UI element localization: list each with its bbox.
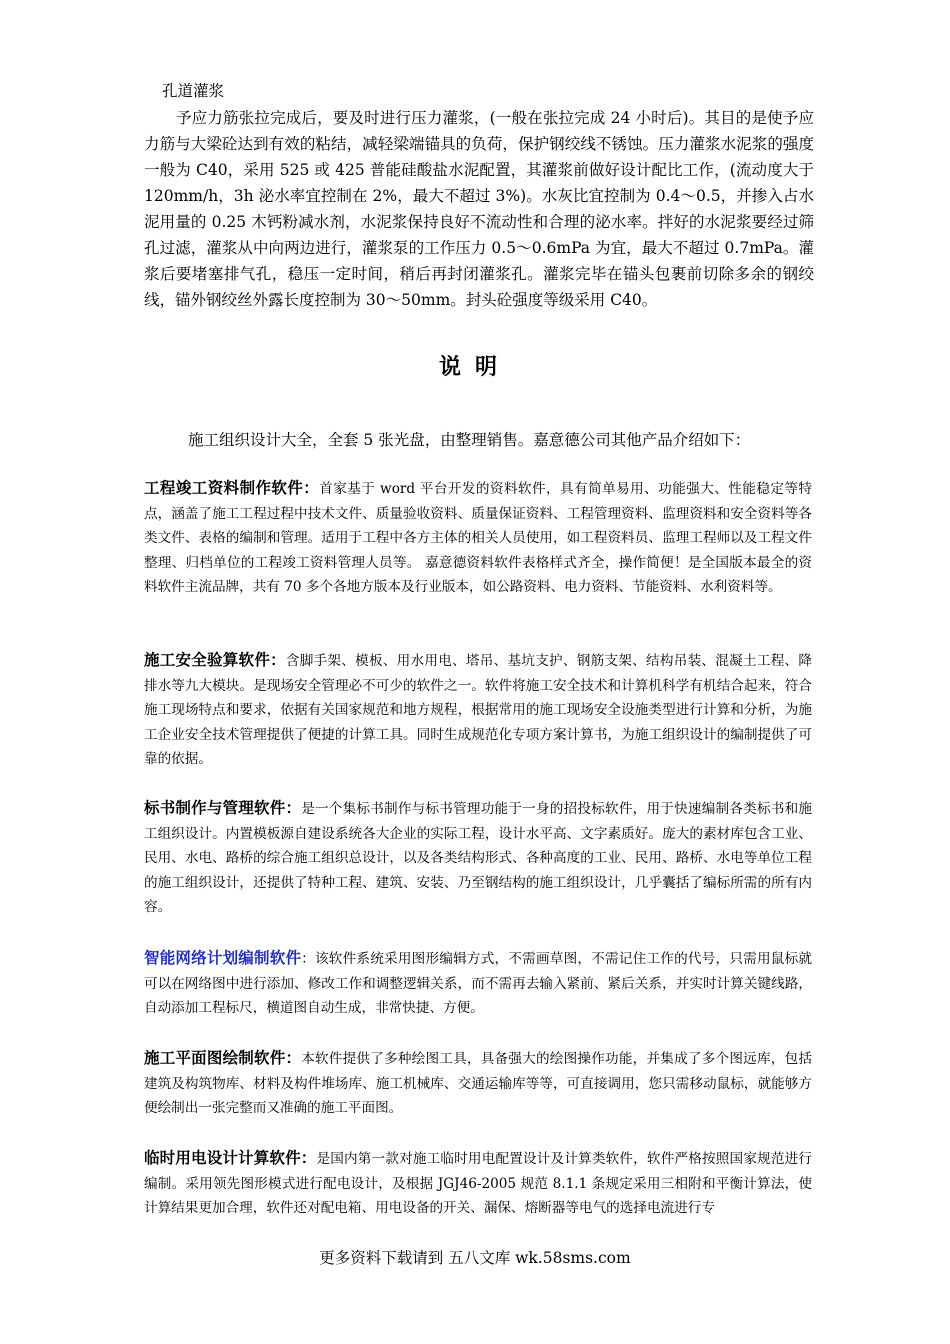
product-name: 施工平面图绘制软件： [144,1048,302,1067]
product-text: 是国内第一款对施工临时用电配置设计及计算类软件，软件严格按照国家规范进行编制。采用领先图形模式进行配电设计，及根据 JGJ46-2005 规范 8.1.1 条规定采用三相附和平衡计算法，使计算结果更加合理，软件还对配电箱、用电设备的开关、漏保、熔断器等电气的选择电流进行专 [144,1151,812,1217]
product-text: 首家基于 word 平台开发的资料软件，具有简单易用、功能强大、性能稳定等特点，涵盖了施工工程过程中技术文件、质量验收资料、质量保证资料、工程管理资料、监理资料和安全资料等各类文件、表格的编制和管理。适用于工程中各方主体的相关人员使用，如工程资料员、监理工程师以及工程文件整理、归档单位的工程竣工资料管理人员等。 嘉意德资料软件表格样式齐全，操作简便！是全国版本最全的资料软件主流品牌，共有 70 多个各地方版本及行业版本，如公路资料、电力资料、节能资料、水利资料等。 [144,481,812,596]
product-description [144,476,812,600]
product-description [144,1146,812,1221]
product-description [144,1046,812,1121]
footer-link[interactable]: 更多资料下载请到 五八文库 wk.58sms.com [319,1249,631,1267]
lead-paragraph: 施工组织设计大全，全套 5 张光盘，由整理销售。嘉意德公司其他产品介绍如下： [188,431,751,449]
product-text: 含脚手架、模板、用水用电、塔吊、基坑支护、钢筋支架、结构吊装、混凝土工程、降排水等九大模块。是现场安全管理必不可少的软件之一。软件将施工安全技术和计算机科学有机结合起来，符合施工现场特点和要求，依据有关国家规范和地方规程，根据常用的施工现场安全设施类型进行计算和分析，为施工企业安全技术管理提供了便捷的计算工具。同时生成规范化专项方案计算书，为施工组织设计的编制提供了可靠的依据。 [144,653,812,768]
product-name: 施工安全验算软件： [144,650,286,669]
product-text: 是一个集标书制作与标书管理功能于一身的招投标软件，用于快速编制各类标书和施工组织设计。内置模板源自建设系统各大企业的实际工程，设计水平高、文字素质好。庞大的素材库包含工业、民用、水电、路桥的综合施工组织总设计，以及各类结构形式、各种高度的工业、民用、路桥、水电等单位工程的施工组织设计，还提供了特种工程、建筑、安装、乃至钢结构的施工组织设计，几乎囊括了编标所需的所有内容。 [144,801,812,916]
product-name: 临时用电设计计算软件： [144,1148,317,1167]
product-name: 标书制作与管理软件： [144,798,302,817]
page-title: 说明 [438,354,511,380]
product-name: 工程竣工资料制作软件： [144,478,320,497]
product-name-link[interactable]: 智能网络计划编制软件 [144,948,302,967]
product-description [144,648,812,772]
intro-paragraph: 予应力筋张拉完成后，要及时进行压力灌浆，(一般在张拉完成 24 小时后)。其目的是使予应力筋与大梁砼达到有效的粘结，减轻梁端锚具的负荷，保护钢绞线不锈蚀。压力灌浆水泥浆的强度一般为 C40，采用 525 或 425 普能硅酸盐水泥配置，其灌浆前做好设计配比工作，(流动度大于 120mm/h，3h 泌水率宜控制在 2%，最大不超过 3%)。水灰比宜控制为 0.4～0.5，并掺入占水泥用量的 0.25 木钙粉减水剂，水泥浆保持良好不流动性和合理的泌水率。拌好的水泥浆要经过筛孔过滤，灌浆从中向两边进行，灌浆泵的工作压力 0.5～0.6mPa 为宜，最大不超过 0.7mPa。灌浆后要堵塞排气孔，稳压一定时间，稍后再封闭灌浆孔。灌浆完毕在锚头包裹前切除多余的钢绞线，锚外钢绞丝外露长度控制为 30～50mm。封头砼强度等级采用 C40。 [144,109,814,309]
product-description [144,796,812,920]
product-text: ：该软件系统采用图形编辑方式，不需画草图，不需记住工作的代号，只需用鼠标就可以在网络图中进行添加、修改工作和调整逻辑关系，而不需再去输入紧前、紧后关系，并实时计算关键线路，自动添加工程标尺，横道图自动生成，非常快捷、方便。 [144,951,812,1017]
product-text: 本软件提供了多种绘图工具，具备强大的绘图操作功能，并集成了多个图远库，包括建筑及构筑物库、材料及构件堆场库、施工机械库、交通运输库等等，可直接调用，您只需移动鼠标，就能够方便绘制出一张完整而又准确的施工平面图。 [144,1051,812,1117]
section-heading: 孔道灌浆 [162,82,225,100]
product-description [144,946,812,1021]
